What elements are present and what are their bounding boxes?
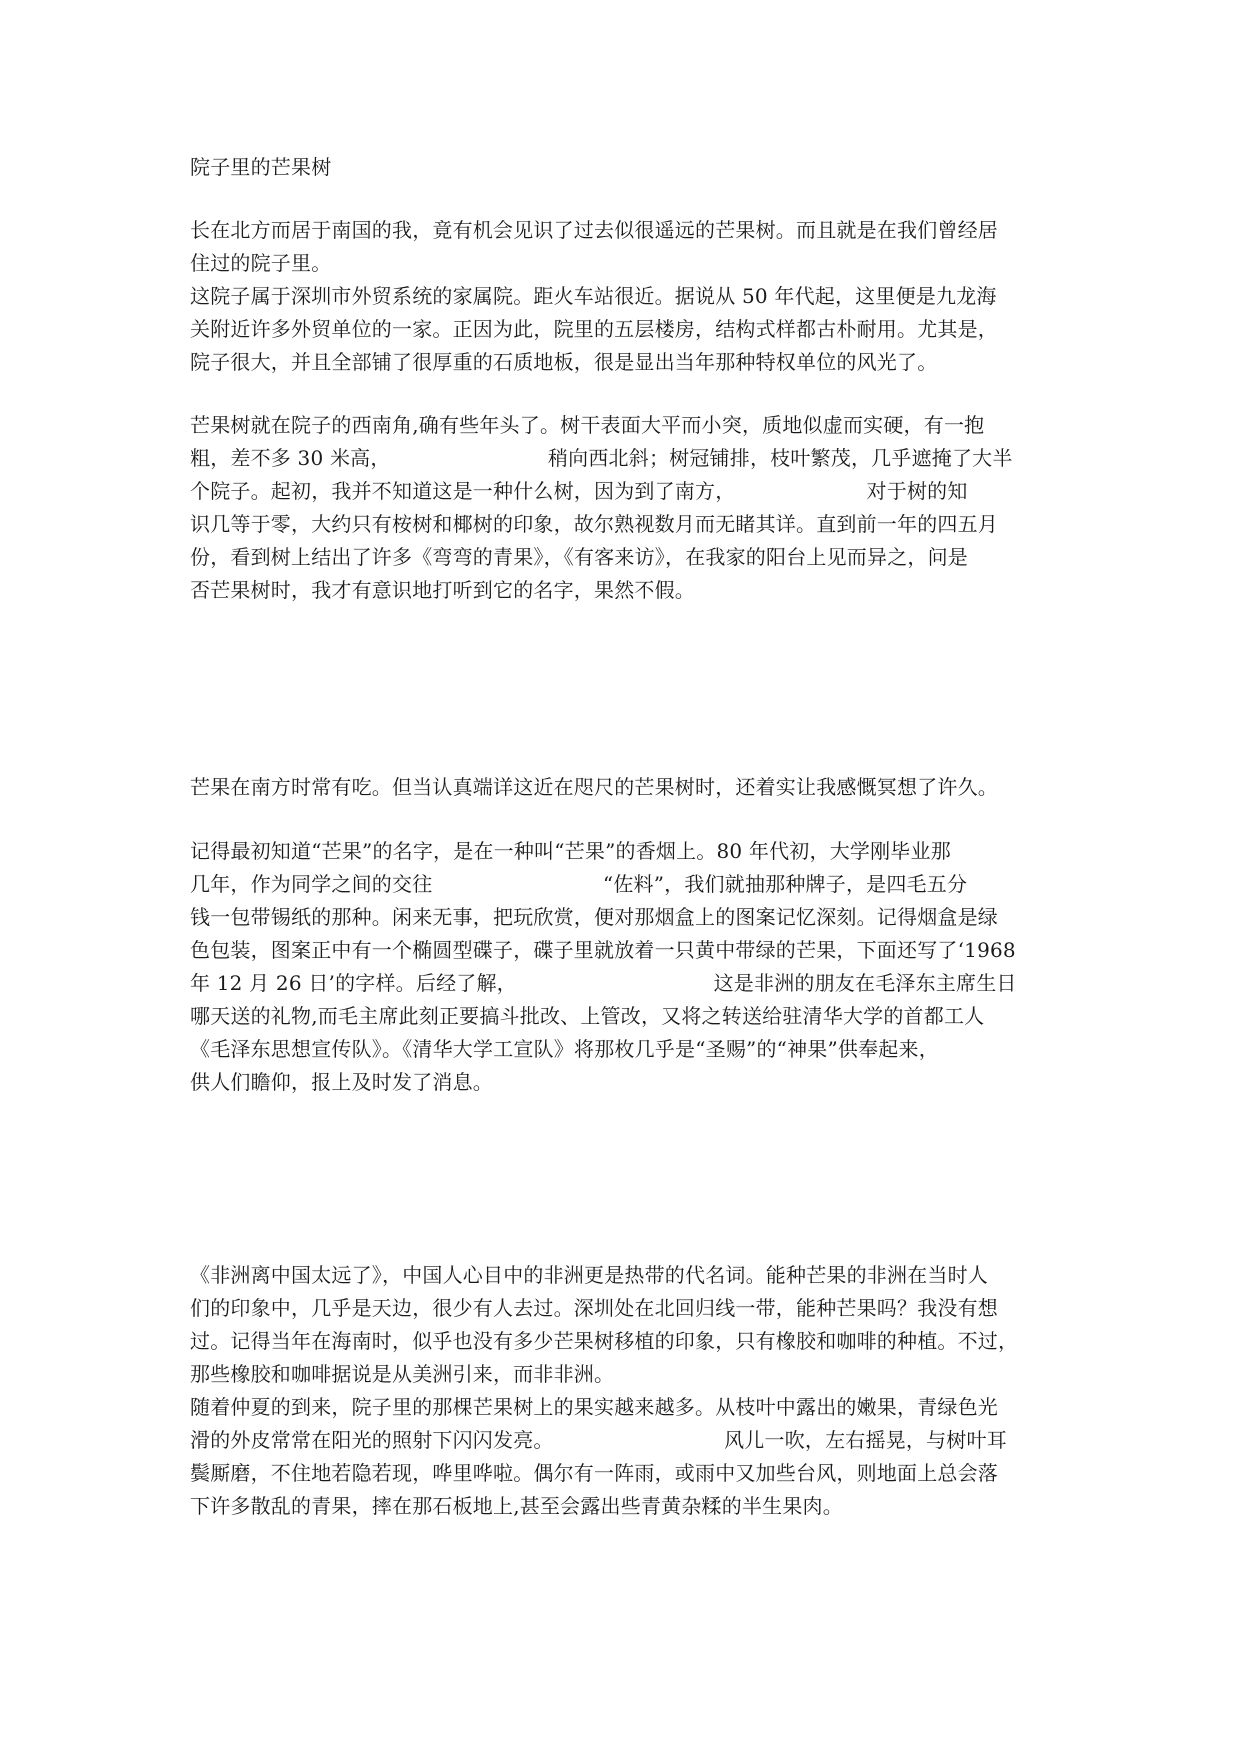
text-line: 这院子属于深圳市外贸系统的家属院。距火车站很近。据说从 50 年代起，这里便是九龙海: [190, 284, 997, 308]
text-line: 下许多散乱的青果，摔在那石板地上,甚至会露出些青黄杂糅的半生果肉。: [190, 1494, 843, 1518]
text-line: 关附近许多外贸单位的一家。正因为此，院里的五层楼房，结构式样都古朴耐用。尤其是，: [190, 317, 998, 341]
text-line: 住过的院子里。: [190, 251, 332, 275]
text-line: 院子很大，并且全部铺了很厚重的石质地板，很是显出当年那种特权单位的风光了。: [190, 350, 938, 374]
text-line: 份，看到树上结出了许多《弯弯的青果》，《有客来访》，在我家的阳台上见而异之，问是: [190, 545, 968, 569]
text-line: 那些橡胶和咖啡据说是从美洲引来，而非非洲。: [190, 1362, 615, 1386]
text-line: 年 12 月 26 日’的字样。后经了解， 这是非洲的朋友在毛泽东主席生日: [190, 971, 1017, 995]
text-line: 粗，差不多 30 米高， 稍向西北斜；树冠铺排，枝叶繁茂，几乎遮掩了大半: [190, 446, 1013, 470]
text-line: 随着仲夏的到来，院子里的那棵芒果树上的果实越来越多。从枝叶中露出的嫩果，青绿色光: [190, 1395, 998, 1419]
text-line: 长在北方而居于南国的我，竟有机会见识了过去似很遥远的芒果树。而且就是在我们曾经居: [190, 218, 998, 242]
text-line: 识几等于零，大约只有桉树和椰树的印象，故尔熟视数月而无睹其详。直到前一年的四五月: [190, 512, 998, 536]
text-line: 几年，作为同学之间的交往 “佐料”，我们就抽那种牌子，是四毛五分: [190, 872, 968, 896]
text-line: 《毛泽东思想宣传队》。《清华大学工宣队》将那枚几乎是“圣赐”的“神果”供奉起来，: [190, 1037, 939, 1061]
text-line: 否芒果树时，我才有意识地打听到它的名字，果然不假。: [190, 578, 695, 602]
document-title: 院子里的芒果树: [190, 155, 332, 179]
text-line: 哪天送的礼物,而毛主席此刻正要搞斗批改、上管改，又将之转送给驻清华大学的首都工人: [190, 1004, 985, 1028]
text-line: 个院子。起初，我并不知道这是一种什么树，因为到了南方， 对于树的知: [190, 479, 968, 503]
text-line: 《非洲离中国太远了》，中国人心目中的非洲更是热带的代名词。能种芒果的非洲在当时人: [190, 1263, 988, 1287]
text-line: 色包装，图案正中有一个椭圆型碟子，碟子里就放着一只黄中带绿的芒果，下面还写了‘1968: [190, 938, 1016, 962]
text-line: 钱一包带锡纸的那种。闲来无事，把玩欣赏，便对那烟盒上的图案记忆深刻。记得烟盒是绿: [190, 905, 998, 929]
text-line: 芒果在南方时常有吃。但当认真端详这近在咫尺的芒果树时，还着实让我感慨冥想了许久。: [190, 775, 998, 799]
text-line: 过。记得当年在海南时，似乎也没有多少芒果树移植的印象，只有橡胶和咖啡的种植。不过，: [190, 1329, 1019, 1353]
text-line: 鬓厮磨，不住地若隐若现，哗里哗啦。偶尔有一阵雨，或雨中又加些台风，则地面上总会落: [190, 1461, 998, 1485]
text-line: 供人们瞻仰，报上及时发了消息。: [190, 1070, 493, 1094]
text-line: 滑的外皮常常在阳光的照射下闪闪发亮。 风儿一吹，左右摇晃，与树叶耳: [190, 1428, 1007, 1452]
text-line: 芒果树就在院子的西南角,确有些年头了。树干表面大平而小突，质地似虚而实硬，有一抱: [190, 413, 985, 437]
text-line: 们的印象中，几乎是天边，很少有人去过。深圳处在北回归线一带，能种芒果吗？我没有想: [190, 1296, 998, 1320]
text-line: 记得最初知道“芒果”的名字，是在一种叫“芒果”的香烟上。80 年代初，大学刚毕业那: [190, 839, 951, 863]
